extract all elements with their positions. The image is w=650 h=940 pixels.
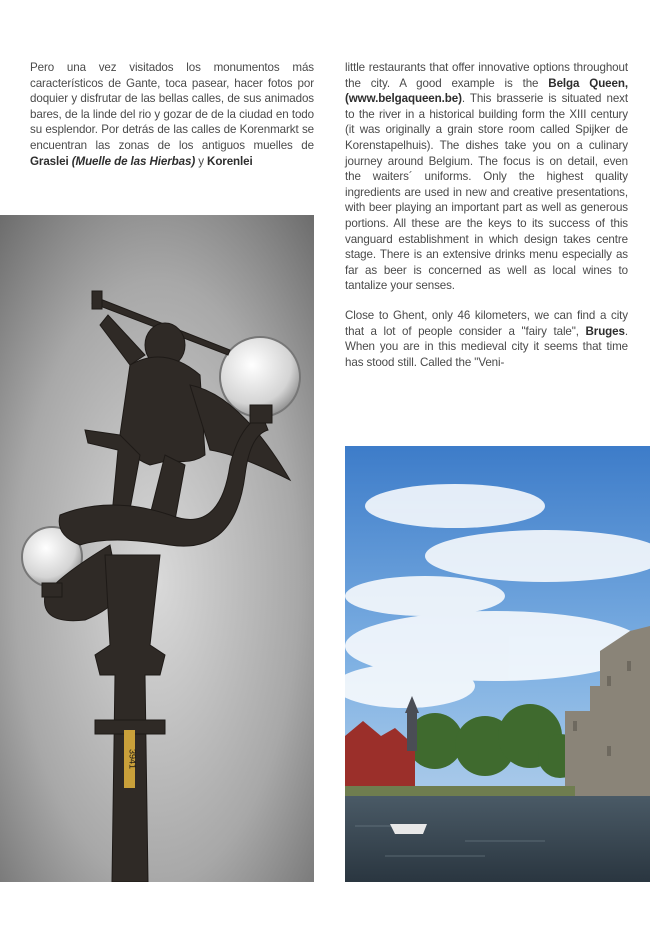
right-text-column bbox=[345, 60, 628, 384]
bruges-name: Bruges bbox=[585, 324, 625, 338]
lamp-number: 3941 bbox=[127, 748, 138, 770]
belga-queen-name: Belga Queen, (www.belgaqueen.be) bbox=[345, 76, 628, 106]
left-paragraph: Pero una vez visitados los monumentos más característicos de Gante, toca pasear, hacer fotos por doquier y disfrutar de las bellas calles, de sus animados bares, de la linde del rio y gozar de de la ciudad en todo su esplendor. Por detrás de las calles de Korenmarkt se encuentran las zonas de los antiguos muelles de Graslei (Muelle de las Hierbas) y Korenlei bbox=[30, 61, 314, 168]
muelle-hierbas-name: (Muelle de las Hierbas) bbox=[71, 154, 196, 168]
left-text-column bbox=[30, 60, 314, 183]
castle-river-photo bbox=[345, 446, 650, 882]
right-paragraph-1: little restaurants that offer innovative options throughout the city. A good example is the Belga Queen, (www.belgaqueen.be). This brasserie is situated next to the river in a historical building form the XIII century (it was originally a grain store room called Spijker de Korenstapelhuis). The dishes take you on a culinary journey around Belgium. The focus is on detail, even the waiters´ uniforms. Only the highest quality ingredients are used in new and creative presentations, with beer playing an important part as well as generous portions. All these are the keys to its success of this vanguard establishment in which design takes centre stage. There is an extensive drinks menu especially as far as beer is concerned as well as local wines to tantalize your senses. bbox=[345, 61, 628, 293]
tour-boat bbox=[390, 824, 427, 834]
statue-lamp-photo bbox=[0, 215, 314, 882]
korenlei-name: Korenlei bbox=[207, 154, 253, 168]
graslei-name: Graslei bbox=[30, 154, 69, 168]
right-paragraph-2: Close to Ghent, only 46 kilometers, we can find a city that a lot of people consider a "fairy tale", Bruges. When you are in this medieval city it seems that time has stood still. Called the "Veni- bbox=[345, 308, 628, 369]
